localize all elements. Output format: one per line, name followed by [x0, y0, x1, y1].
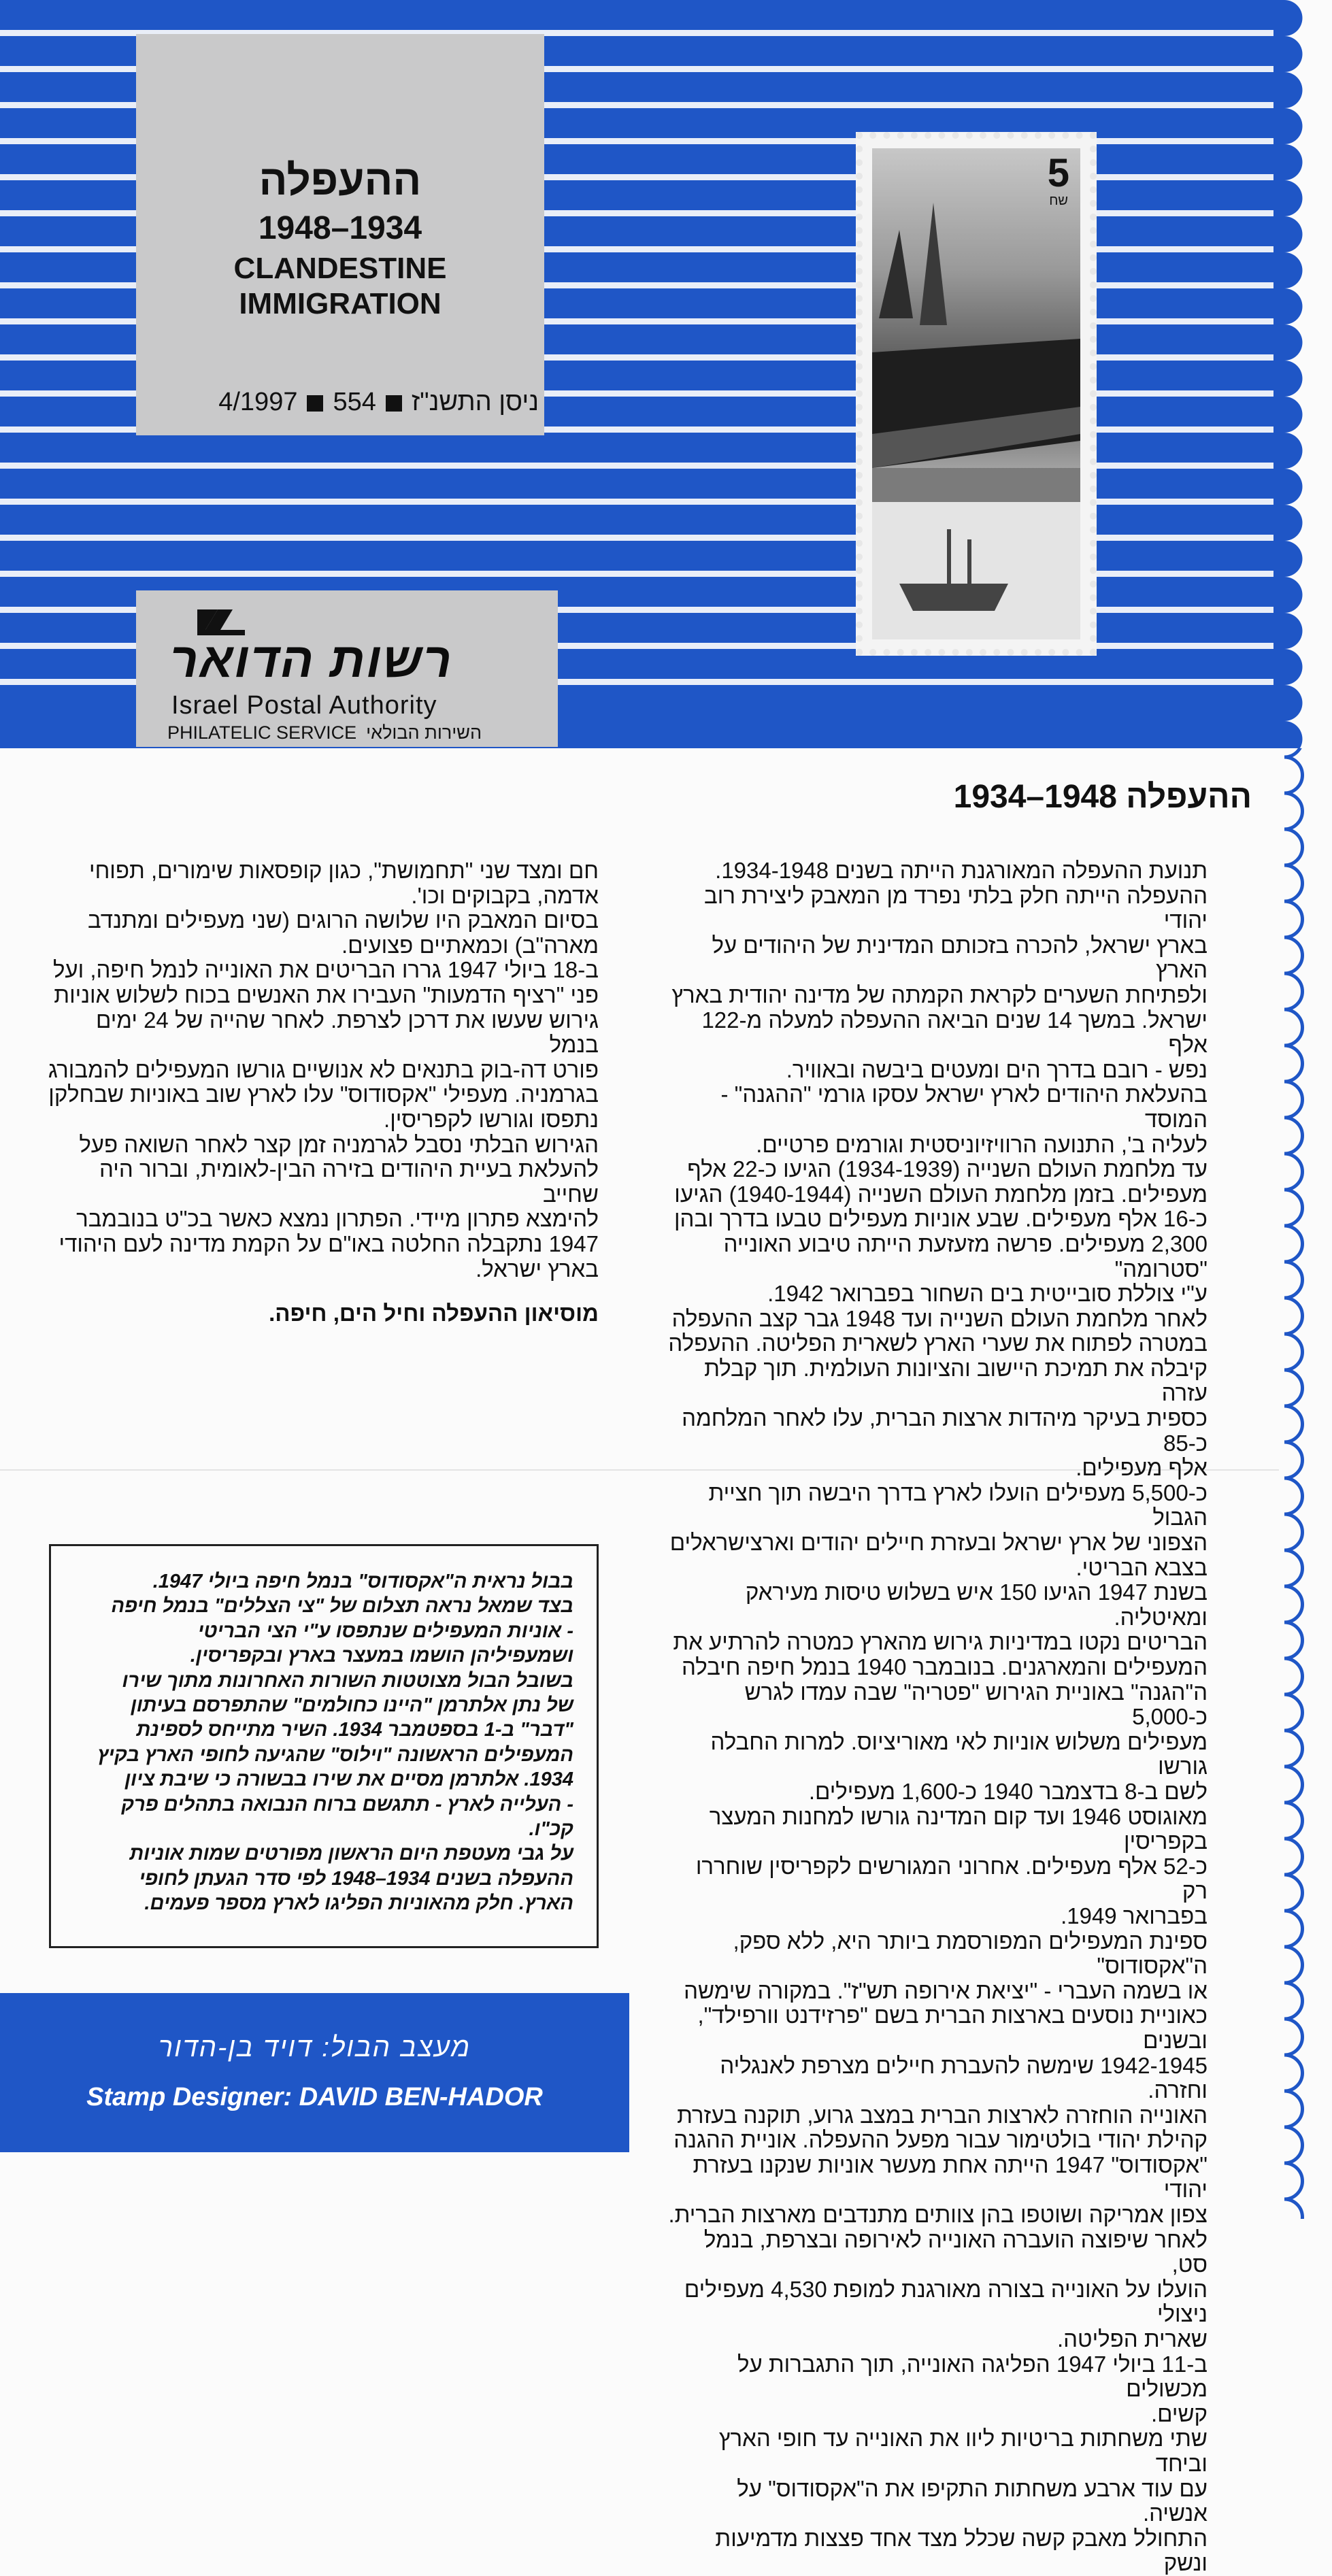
- article-line: לעליה ב', התנועה הרוויזיוניסטית וגורמים פרטיים.: [756, 1131, 1208, 1157]
- issue-line: [218, 388, 539, 417]
- article-line: בפברואר 1949.: [1061, 1903, 1208, 1928]
- article-line: פורט דה-בוק בתנאים לא אנושיים גורשו המעפילים להמבורג: [48, 1056, 599, 1082]
- ship-illustration: [872, 148, 1080, 639]
- article-line: נפש - רובם בדרך הים ומעטים ביבשה ובאוויר.: [786, 1056, 1208, 1082]
- stamp-denomination: 5: [1047, 151, 1069, 195]
- article-line: תנועת ההעפלה המאורגנת הייתה בשנים 1934-1948.: [715, 858, 1208, 883]
- issue-hebrew-date: ניסן התשנ"ז: [411, 388, 539, 416]
- article-line: בגרמניה. מעפילי "אקסודוס" עלו לארץ שוב באוניות שבחלקן: [48, 1082, 599, 1107]
- stamp: [856, 132, 1097, 656]
- article-line: קשים.: [1150, 2401, 1208, 2426]
- article-line: חם ומצד שני "תחמושת", כגון קופסאות שימורים, תפוחי: [89, 858, 599, 883]
- caption-line: קכ"ו.: [529, 1818, 573, 1841]
- caption-line: ההעפלה בשנים 1934–1948 לפי סדר הגעתן לחופי: [139, 1867, 573, 1890]
- caption-text: [74, 1569, 573, 1916]
- article-line: מאוגוסט 1946 ועד קום המדינה גורשו למחנות המעצר בקפריסין: [709, 1803, 1208, 1854]
- logo-service-line: [167, 722, 482, 743]
- scalloped-edge: [1273, 0, 1332, 2219]
- stamp-caption-box: [49, 1544, 599, 1948]
- article-line: ההעפלה הייתה חלק בלתי נפרד מן המאבק ליצירת רוב יהודי: [704, 882, 1208, 933]
- designer-english: Stamp Designer: DAVID BEN-HADOR: [86, 2083, 543, 2111]
- article-line: 1947 נתקבלה החלטה באו"ם על הקמת מדינה לעם היהודי: [59, 1231, 599, 1256]
- article-line: נתפסו וגורשו לקפריסין.: [384, 1106, 599, 1132]
- article-line: כ-52 אלף מעפילים. אחרוני המגורשים לקפריסין שוחררו רק: [695, 1853, 1208, 1904]
- article-line: מארה"ב) וכמאתיים פצועים.: [341, 932, 599, 958]
- article-line: כ-5,500 מעפילים הועלו לארץ בדרך היבשה תוך חציית הגבול: [708, 1479, 1208, 1530]
- article-line: פני "רציף הדמעות" העבירו את האנשים בכוח לשלוש אוניות: [54, 982, 599, 1007]
- title-hebrew: ההעפלה: [259, 157, 422, 204]
- title-english-line-2: IMMIGRATION: [239, 287, 442, 320]
- caption-line: בשובל הבול מצוטטות השורות האחרונות מתוך שירו: [122, 1669, 573, 1692]
- article-line: ישראל. במשך 14 שנים הביאה ההעפלה למעלה מ-122 אלף: [701, 1007, 1208, 1058]
- article-line: הבריטים נקטו במדיניות גירוש מהארץ כמטרה להרתיע את: [673, 1629, 1208, 1655]
- article-line: להימצא פתרון מיידי. הפתרון נמצא כאשר בכ"ט בנובמבר: [76, 1206, 599, 1232]
- article-line: גירוש שעשו את דרכן לצרפת. לאחר שהייה של 24 ימים בנמל: [96, 1007, 599, 1058]
- article-line: הצפוני של ארץ ישראל ובעזרת חיילים יהודים וארצישראלים: [669, 1530, 1208, 1556]
- caption-line: ושמעפיליהן הושמו במעצר בארץ ובקפריסין.: [190, 1645, 573, 1667]
- designer-bar: [0, 1993, 629, 2152]
- article-right-column: [667, 858, 1208, 2576]
- article-line: שתי משחתות בריטיות ליוו את האונייה עד חופי הארץ וביחד: [718, 2426, 1208, 2476]
- article-line: אלף מעפילים.: [1076, 1455, 1208, 1481]
- article-line: התחולל מאבק קשה שכלל מצד אחד פצצות מדמיעות ונשק: [715, 2525, 1208, 2576]
- article-line: צפון אמריקה ושוטפו בהן צוותים מתנדבים מארצות הברית.: [668, 2202, 1208, 2228]
- article-line: כאוניית נוסעים בארצות הברית בשם "פרזידנט וורפילד", ובשנים: [697, 2003, 1208, 2053]
- designer-hebrew: מעצב הבול: דויד בן-הדור: [158, 2033, 471, 2062]
- article-line: לשם ב-8 בדצמבר 1940 כ-1,600 מעפילים.: [808, 1778, 1208, 1804]
- philatelic-service-en: PHILATELIC SERVICE: [167, 722, 357, 743]
- article-line: ע"י צוללת סובייטית בים השחור בפברואר 1942.: [767, 1281, 1208, 1307]
- article-line: כספית בעיקר מיהדות ארצות הברית, עלו לאחר המלחמה כ-85: [682, 1405, 1208, 1456]
- caption-line: 1934. אלתרמן מסיים את שירו בבשורה כי שיבת ציון: [124, 1769, 573, 1791]
- article-line: בשנת 1947 הגיעו 150 איש בשלוש טיסות מעיראק ומאיטליה.: [745, 1579, 1208, 1630]
- article-line: לאחר שיפוצה הועברה האונייה לאירופה ובצרפת, בנמל סט,: [703, 2226, 1208, 2277]
- article-line: בהעלאת היהודים לארץ ישראל עסקו גורמי "ההגנה" - המוסד: [720, 1082, 1208, 1132]
- article-line: מעפילים. בזמן מלחמת העולם השנייה (1940-1944) הגיעו: [674, 1181, 1208, 1207]
- article-line: הועלו על האונייה בצורה מאורגנת למופת 4,530 מעפילים ניצולי: [684, 2276, 1208, 2327]
- square-bullet-icon: [307, 395, 323, 412]
- title-english-line-1: CLANDESTINE: [233, 252, 447, 285]
- postal-authority-logo: [136, 590, 558, 747]
- article-line: לאחר מלחמת העולם השנייה ועד 1948 גבר קצב ההעפלה: [671, 1305, 1208, 1331]
- caption-line: בבול נראית ה"אקסודוס" בנמל חיפה ביולי 1947.: [152, 1571, 573, 1592]
- article-line: "אקסודוס" 1947 הייתה אחת מעשר אוניות שנקנו בעזרת יהודי: [693, 2152, 1208, 2203]
- article-line: בארץ ישראל.: [476, 1256, 599, 1282]
- title-card: [136, 34, 544, 435]
- article-title: ההעפלה 1948–1934: [953, 779, 1252, 815]
- article-line: 1942-1945 שימשה להעברת חיילים מצרפת לאנגליה וחזרה.: [720, 2052, 1208, 2103]
- article-line: אדמה, בקבוקים וכו'.: [411, 882, 599, 908]
- caption-line: "דבר" ב-1 בספטמבר 1934. השיר מתייחס לספינת: [136, 1719, 573, 1741]
- article-line: האונייה הוחזרה לארצות הברית במצב גרוע, תוקנה בעזרת: [677, 2102, 1208, 2128]
- article-line: בארץ ישראל, להכרה בזכותם המדינית של היהודים על הארץ: [712, 932, 1208, 983]
- caption-line: - אוניות המעפילים שנתפסו ע"י הצי הבריטי: [197, 1620, 573, 1642]
- caption-line: על גבי מעטפת היום הראשון מפורטים שמות אוניות: [129, 1843, 573, 1865]
- image-credit: מוסיאון ההעפלה וחיל הים, חיפה.: [269, 1301, 599, 1326]
- article-line: בצבא הבריטי.: [1076, 1554, 1208, 1580]
- article-line: עם עוד ארבע משחתות התקיפו את ה"אקסודוס" על אנשיה.: [737, 2475, 1208, 2526]
- article-line: מעפילים משלוש אוניות לאי מאוריציוס. למרות החבלה גורשו: [710, 1728, 1208, 1779]
- title-years: 1948–1934: [258, 210, 422, 246]
- issue-date: 4/1997: [218, 388, 298, 416]
- square-bullet-icon: [386, 395, 402, 412]
- article-line: ב-11 ביולי 1947 הפליגה האונייה, תוך התגברות על מכשולים: [737, 2351, 1208, 2402]
- article-left-column: [48, 858, 599, 1282]
- article-line: הגירוש הבלתי נסבל לגרמניה זמן קצר לאחר השואה פעל: [79, 1131, 599, 1157]
- caption-line: של נתן אלתרמן "היינו כחולמים" שהתפרסם בעיתון: [131, 1694, 573, 1717]
- article-line: המעפילים והמארגנים. בנובמבר 1940 בנמל חיפה חיבלה: [682, 1654, 1208, 1679]
- article-line: עד מלחמת העולם השנייה (1934-1939) הגיעו כ-22 אלף: [687, 1156, 1208, 1182]
- article-line: ולפתיחת השערים לקראת הקמתה של מדינה יהודית בארץ: [671, 982, 1208, 1007]
- logo-hebrew-name: רשות הדואר: [170, 633, 453, 688]
- logo-english-name: Israel Postal Authority: [171, 691, 437, 720]
- article-line: להעלאת בעיית היהודים בזירה הבין-לאומית, וברור היה שחייב: [99, 1156, 599, 1207]
- article-line: קיבלה את תמיכת היישוב והציונות העולמית. תוך קבלת עזרה: [704, 1355, 1208, 1406]
- stamp-image: [872, 148, 1080, 639]
- issue-number: 554: [333, 388, 376, 416]
- article-line: ספינת המעפילים המפורסמת ביותר היא, ללא ספק, ה"אקסודוס": [733, 1928, 1208, 1979]
- caption-line: - העלייה לארץ - תתגשם ברוח הנבואה בתהלים פרק: [121, 1793, 573, 1816]
- article-line: בסיום המאבק היו שלושה הרוגים (שני מעפילים ומתנדב: [88, 907, 599, 933]
- article-line: במטרה לפתוח את שערי הארץ לשארית הפליטה. ההעפלה: [668, 1331, 1208, 1356]
- article-line: שארית הפליטה.: [1056, 2326, 1208, 2352]
- article-line: ב-18 ביולי 1947 גררו הבריטים את האונייה לנמל חיפה, ועל: [52, 957, 599, 983]
- article-line: ה"הגנה" באוניית הגירוש "פטריה" שבה עמדו לגרש כ-5,000: [744, 1679, 1208, 1730]
- caption-line: הארץ. חלק מהאוניות הפליגו לארץ מספר פעמים.: [144, 1892, 573, 1915]
- caption-line: המעפילים הראשונה "וילוס" שהגיעה לחופי הארץ בקיץ: [97, 1743, 573, 1766]
- article-line: 2,300 מעפילים. פרשה מזעזעת הייתה טיבוע האונייה "סטרומה": [723, 1231, 1208, 1282]
- philatelic-service-he: השירות הבולאי: [366, 722, 482, 743]
- article-line: או בשמה העברי - "יציאת אירופה תש"ז". במקורה שימשה: [684, 1977, 1208, 2003]
- article-line: קהילת יהודי בולטימור עבור מפעל ההעפלה. אוניית ההגנה: [673, 2127, 1208, 2153]
- stamp-currency: שח: [1049, 193, 1068, 208]
- article-line: כ-16 אלף מעפילים. שבע אוניות מעפילים טבעו בדרך ובהן: [673, 1206, 1208, 1232]
- caption-line: בצד שמאל נראה תצלום של "צי הצללים" בנמל חיפה: [111, 1595, 573, 1618]
